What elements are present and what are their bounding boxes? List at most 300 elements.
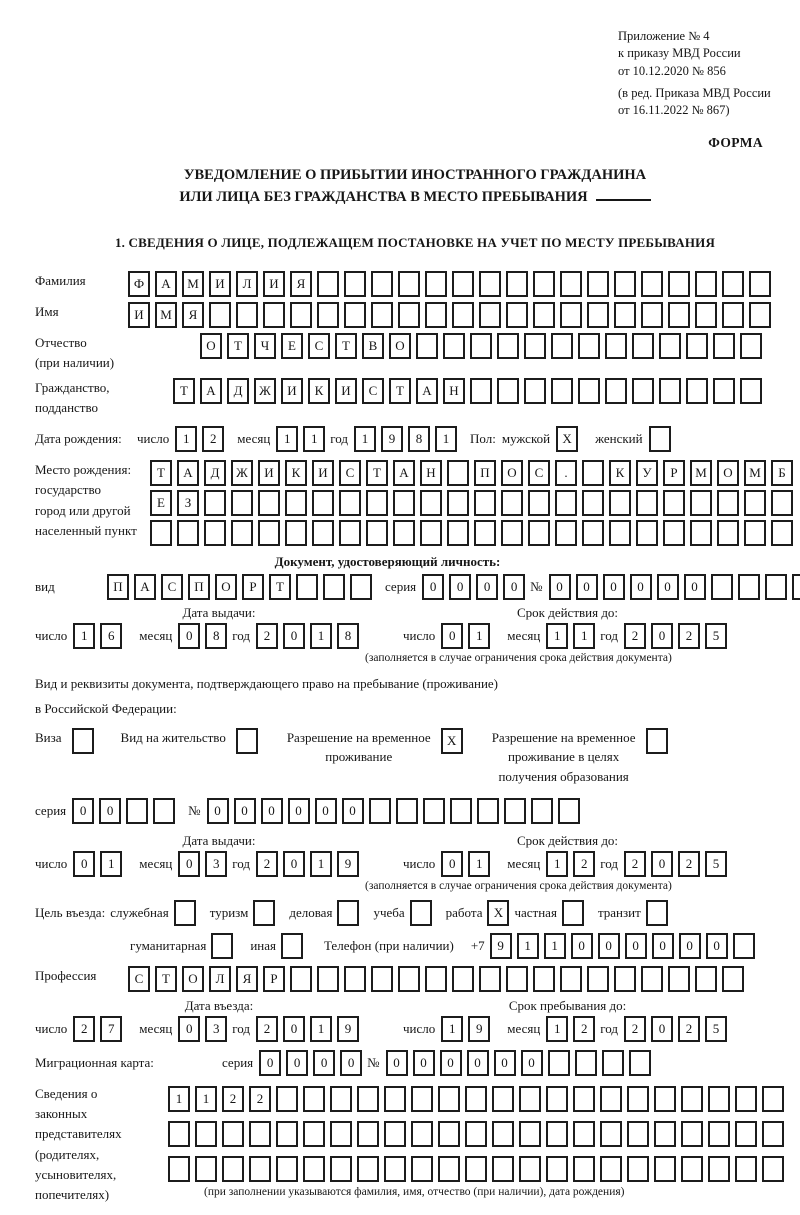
char-box[interactable] xyxy=(398,302,420,328)
representatives-line3[interactable] xyxy=(168,1156,789,1182)
char-box[interactable] xyxy=(276,1121,298,1147)
char-box[interactable]: 0 xyxy=(178,623,200,649)
purpose-work-checkbox[interactable] xyxy=(487,900,514,926)
char-box[interactable] xyxy=(528,490,550,516)
char-box[interactable] xyxy=(465,1121,487,1147)
char-box[interactable] xyxy=(398,966,420,992)
char-box[interactable] xyxy=(555,490,577,516)
char-box[interactable] xyxy=(369,798,391,824)
char-box[interactable]: 7 xyxy=(100,1016,122,1042)
checkbox[interactable] xyxy=(646,728,668,754)
char-box[interactable] xyxy=(600,1156,622,1182)
char-box[interactable]: О xyxy=(389,333,411,359)
char-box[interactable]: Р xyxy=(242,574,264,600)
char-box[interactable] xyxy=(740,378,762,404)
char-box[interactable] xyxy=(717,490,739,516)
char-box[interactable]: Д xyxy=(204,460,226,486)
sex-male-checkbox[interactable] xyxy=(556,426,583,452)
char-box[interactable]: Т xyxy=(389,378,411,404)
char-box[interactable] xyxy=(497,333,519,359)
char-box[interactable]: М xyxy=(182,271,204,297)
char-box[interactable]: 0 xyxy=(288,798,310,824)
char-box[interactable] xyxy=(263,302,285,328)
char-box[interactable] xyxy=(735,1156,757,1182)
char-box[interactable] xyxy=(425,302,447,328)
char-box[interactable] xyxy=(708,1156,730,1182)
char-box[interactable]: 0 xyxy=(521,1050,543,1076)
char-box[interactable] xyxy=(501,490,523,516)
representatives-line1[interactable] xyxy=(168,1086,789,1112)
char-box[interactable]: 0 xyxy=(571,933,593,959)
char-box[interactable] xyxy=(249,1121,271,1147)
char-box[interactable] xyxy=(695,966,717,992)
char-box[interactable]: 0 xyxy=(706,933,728,959)
char-box[interactable]: 0 xyxy=(441,851,463,877)
char-box[interactable] xyxy=(222,1121,244,1147)
char-box[interactable] xyxy=(771,490,793,516)
char-box[interactable]: Т xyxy=(173,378,195,404)
char-box[interactable]: П xyxy=(107,574,129,600)
checkbox[interactable]: X xyxy=(487,900,509,926)
char-box[interactable]: О xyxy=(200,333,222,359)
char-box[interactable] xyxy=(668,302,690,328)
rvp-valid-day[interactable] xyxy=(441,851,495,877)
char-box[interactable] xyxy=(602,1050,624,1076)
char-box[interactable] xyxy=(371,302,393,328)
char-box[interactable]: 0 xyxy=(234,798,256,824)
char-box[interactable] xyxy=(506,302,528,328)
char-box[interactable]: 6 xyxy=(100,623,122,649)
char-box[interactable] xyxy=(695,302,717,328)
char-box[interactable]: 0 xyxy=(679,933,701,959)
char-box[interactable]: 0 xyxy=(494,1050,516,1076)
rvp-number-boxes[interactable] xyxy=(207,798,585,824)
char-box[interactable] xyxy=(323,574,345,600)
checkbox[interactable] xyxy=(281,933,303,959)
passport-number-boxes[interactable] xyxy=(549,574,800,600)
char-box[interactable] xyxy=(663,520,685,546)
visa-checkbox[interactable] xyxy=(72,728,99,754)
checkbox[interactable]: X xyxy=(556,426,578,452)
char-box[interactable] xyxy=(587,302,609,328)
char-box[interactable] xyxy=(627,1086,649,1112)
char-box[interactable] xyxy=(506,271,528,297)
char-box[interactable]: 0 xyxy=(413,1050,435,1076)
purpose-business-checkbox[interactable] xyxy=(337,900,364,926)
char-box[interactable]: 1 xyxy=(168,1086,190,1112)
char-box[interactable] xyxy=(470,333,492,359)
char-box[interactable] xyxy=(303,1121,325,1147)
passport-valid-year[interactable] xyxy=(624,623,732,649)
char-box[interactable] xyxy=(632,333,654,359)
char-box[interactable]: К xyxy=(285,460,307,486)
char-box[interactable] xyxy=(398,271,420,297)
char-box[interactable] xyxy=(231,520,253,546)
char-box[interactable] xyxy=(551,378,573,404)
char-box[interactable] xyxy=(204,520,226,546)
char-box[interactable] xyxy=(744,490,766,516)
char-box[interactable] xyxy=(627,1156,649,1182)
char-box[interactable]: 0 xyxy=(313,1050,335,1076)
char-box[interactable] xyxy=(548,1050,570,1076)
char-box[interactable]: С xyxy=(362,378,384,404)
char-box[interactable] xyxy=(317,302,339,328)
purpose-official-checkbox[interactable] xyxy=(174,900,201,926)
char-box[interactable]: 0 xyxy=(440,1050,462,1076)
char-box[interactable]: С xyxy=(128,966,150,992)
char-box[interactable]: 5 xyxy=(705,623,727,649)
stay-day[interactable] xyxy=(441,1016,495,1042)
char-box[interactable] xyxy=(614,302,636,328)
char-box[interactable] xyxy=(357,1156,379,1182)
passport-issue-day[interactable] xyxy=(73,623,127,649)
char-box[interactable]: 0 xyxy=(386,1050,408,1076)
char-box[interactable] xyxy=(303,1156,325,1182)
char-box[interactable] xyxy=(762,1121,784,1147)
char-box[interactable] xyxy=(330,1156,352,1182)
char-box[interactable]: 0 xyxy=(441,623,463,649)
char-box[interactable] xyxy=(609,490,631,516)
char-box[interactable]: Н xyxy=(420,460,442,486)
char-box[interactable] xyxy=(474,490,496,516)
char-box[interactable] xyxy=(452,302,474,328)
char-box[interactable] xyxy=(465,1086,487,1112)
char-box[interactable]: 0 xyxy=(549,574,571,600)
char-box[interactable] xyxy=(636,520,658,546)
char-box[interactable] xyxy=(573,1156,595,1182)
char-box[interactable] xyxy=(501,520,523,546)
char-box[interactable] xyxy=(587,966,609,992)
char-box[interactable] xyxy=(470,378,492,404)
char-box[interactable] xyxy=(605,378,627,404)
char-box[interactable] xyxy=(450,798,472,824)
char-box[interactable] xyxy=(479,966,501,992)
char-box[interactable]: Т xyxy=(150,460,172,486)
char-box[interactable] xyxy=(713,378,735,404)
char-box[interactable] xyxy=(762,1156,784,1182)
char-box[interactable] xyxy=(344,271,366,297)
char-box[interactable] xyxy=(425,271,447,297)
char-box[interactable] xyxy=(209,302,231,328)
char-box[interactable] xyxy=(416,333,438,359)
char-box[interactable]: 0 xyxy=(261,798,283,824)
passport-issue-month[interactable] xyxy=(178,623,232,649)
char-box[interactable]: 1 xyxy=(441,1016,463,1042)
char-box[interactable]: 3 xyxy=(205,1016,227,1042)
char-box[interactable] xyxy=(551,333,573,359)
entry-year[interactable] xyxy=(256,1016,364,1042)
char-box[interactable]: 1 xyxy=(435,426,457,452)
temp-residence-checkbox[interactable] xyxy=(441,728,468,754)
birth-day-boxes[interactable] xyxy=(175,426,229,452)
char-box[interactable]: 0 xyxy=(340,1050,362,1076)
char-box[interactable]: С xyxy=(528,460,550,486)
char-box[interactable] xyxy=(290,302,312,328)
char-box[interactable]: А xyxy=(416,378,438,404)
char-box[interactable] xyxy=(350,574,372,600)
char-box[interactable] xyxy=(296,574,318,600)
char-box[interactable]: 1 xyxy=(546,851,568,877)
char-box[interactable]: 0 xyxy=(342,798,364,824)
char-box[interactable] xyxy=(582,520,604,546)
checkbox[interactable] xyxy=(236,728,258,754)
char-box[interactable]: 0 xyxy=(73,851,95,877)
char-box[interactable]: 0 xyxy=(467,1050,489,1076)
char-box[interactable]: 2 xyxy=(678,851,700,877)
char-box[interactable]: 0 xyxy=(657,574,679,600)
char-box[interactable]: Д xyxy=(227,378,249,404)
char-box[interactable]: Т xyxy=(335,333,357,359)
char-box[interactable] xyxy=(546,1086,568,1112)
char-box[interactable]: А xyxy=(155,271,177,297)
char-box[interactable]: 2 xyxy=(678,1016,700,1042)
char-box[interactable] xyxy=(762,1086,784,1112)
char-box[interactable] xyxy=(519,1156,541,1182)
rvp-issue-day[interactable] xyxy=(73,851,127,877)
char-box[interactable] xyxy=(366,520,388,546)
char-box[interactable] xyxy=(686,378,708,404)
char-box[interactable] xyxy=(738,574,760,600)
birth-place-line3[interactable] xyxy=(150,520,798,546)
char-box[interactable] xyxy=(276,1086,298,1112)
char-box[interactable] xyxy=(519,1121,541,1147)
char-box[interactable] xyxy=(531,798,553,824)
char-box[interactable] xyxy=(533,271,555,297)
char-box[interactable] xyxy=(492,1121,514,1147)
char-box[interactable]: Н xyxy=(443,378,465,404)
char-box[interactable] xyxy=(420,520,442,546)
char-box[interactable]: 5 xyxy=(705,851,727,877)
rvp-issue-year[interactable] xyxy=(256,851,364,877)
char-box[interactable] xyxy=(492,1086,514,1112)
char-box[interactable] xyxy=(681,1156,703,1182)
char-box[interactable]: 9 xyxy=(337,1016,359,1042)
char-box[interactable] xyxy=(492,1156,514,1182)
char-box[interactable]: М xyxy=(744,460,766,486)
char-box[interactable]: 1 xyxy=(546,623,568,649)
char-box[interactable] xyxy=(317,966,339,992)
char-box[interactable] xyxy=(632,378,654,404)
char-box[interactable] xyxy=(357,1086,379,1112)
char-box[interactable] xyxy=(195,1121,217,1147)
char-box[interactable] xyxy=(524,333,546,359)
char-box[interactable] xyxy=(126,798,148,824)
char-box[interactable] xyxy=(627,1121,649,1147)
char-box[interactable]: 0 xyxy=(684,574,706,600)
char-box[interactable] xyxy=(384,1086,406,1112)
char-box[interactable]: 2 xyxy=(624,1016,646,1042)
char-box[interactable] xyxy=(722,966,744,992)
char-box[interactable] xyxy=(371,271,393,297)
char-box[interactable]: С xyxy=(308,333,330,359)
char-box[interactable]: О xyxy=(215,574,237,600)
residence-permit-checkbox[interactable] xyxy=(236,728,263,754)
char-box[interactable]: 0 xyxy=(315,798,337,824)
birth-year-boxes[interactable] xyxy=(354,426,462,452)
char-box[interactable] xyxy=(629,1050,651,1076)
char-box[interactable] xyxy=(711,574,733,600)
char-box[interactable]: 0 xyxy=(651,1016,673,1042)
char-box[interactable]: Е xyxy=(281,333,303,359)
char-box[interactable] xyxy=(587,271,609,297)
char-box[interactable] xyxy=(708,1121,730,1147)
char-box[interactable] xyxy=(560,271,582,297)
char-box[interactable]: А xyxy=(393,460,415,486)
char-box[interactable] xyxy=(600,1121,622,1147)
char-box[interactable] xyxy=(560,302,582,328)
char-box[interactable] xyxy=(330,1086,352,1112)
char-box[interactable]: Т xyxy=(366,460,388,486)
char-box[interactable] xyxy=(560,966,582,992)
char-box[interactable]: К xyxy=(308,378,330,404)
char-box[interactable] xyxy=(614,966,636,992)
char-box[interactable]: 1 xyxy=(354,426,376,452)
char-box[interactable]: 5 xyxy=(705,1016,727,1042)
char-box[interactable]: 0 xyxy=(652,933,674,959)
char-box[interactable] xyxy=(578,378,600,404)
passport-issue-year[interactable] xyxy=(256,623,364,649)
char-box[interactable] xyxy=(641,302,663,328)
char-box[interactable] xyxy=(371,966,393,992)
char-box[interactable] xyxy=(735,1121,757,1147)
char-box[interactable]: 1 xyxy=(195,1086,217,1112)
char-box[interactable]: 8 xyxy=(205,623,227,649)
char-box[interactable]: 1 xyxy=(517,933,539,959)
char-box[interactable] xyxy=(330,1121,352,1147)
char-box[interactable]: 1 xyxy=(100,851,122,877)
migration-number-boxes[interactable] xyxy=(386,1050,656,1076)
char-box[interactable]: 0 xyxy=(259,1050,281,1076)
char-box[interactable] xyxy=(312,520,334,546)
char-box[interactable]: 2 xyxy=(249,1086,271,1112)
char-box[interactable] xyxy=(204,490,226,516)
char-box[interactable] xyxy=(668,966,690,992)
char-box[interactable]: А xyxy=(177,460,199,486)
char-box[interactable] xyxy=(438,1121,460,1147)
char-box[interactable] xyxy=(384,1121,406,1147)
char-box[interactable]: 0 xyxy=(286,1050,308,1076)
surname-boxes[interactable] xyxy=(128,271,776,297)
sex-female-checkbox[interactable] xyxy=(649,426,676,452)
char-box[interactable] xyxy=(690,490,712,516)
char-box[interactable] xyxy=(504,798,526,824)
char-box[interactable]: 2 xyxy=(573,851,595,877)
char-box[interactable]: Ч xyxy=(254,333,276,359)
char-box[interactable] xyxy=(497,378,519,404)
char-box[interactable]: 2 xyxy=(256,851,278,877)
birth-place-line1[interactable] xyxy=(150,460,798,486)
char-box[interactable] xyxy=(249,1156,271,1182)
char-box[interactable] xyxy=(686,333,708,359)
given-name-boxes[interactable] xyxy=(128,302,776,328)
char-box[interactable] xyxy=(384,1156,406,1182)
char-box[interactable] xyxy=(443,333,465,359)
checkbox[interactable] xyxy=(174,900,196,926)
char-box[interactable] xyxy=(533,966,555,992)
char-box[interactable] xyxy=(735,1086,757,1112)
char-box[interactable] xyxy=(771,520,793,546)
char-box[interactable] xyxy=(641,966,663,992)
char-box[interactable] xyxy=(452,271,474,297)
char-box[interactable]: 1 xyxy=(175,426,197,452)
char-box[interactable] xyxy=(393,490,415,516)
char-box[interactable]: 1 xyxy=(310,1016,332,1042)
char-box[interactable]: Я xyxy=(290,271,312,297)
char-box[interactable] xyxy=(290,966,312,992)
char-box[interactable]: А xyxy=(134,574,156,600)
char-box[interactable]: З xyxy=(177,490,199,516)
char-box[interactable]: И xyxy=(312,460,334,486)
char-box[interactable] xyxy=(447,460,469,486)
char-box[interactable] xyxy=(231,490,253,516)
char-box[interactable]: П xyxy=(188,574,210,600)
char-box[interactable] xyxy=(344,302,366,328)
stay-month[interactable] xyxy=(546,1016,600,1042)
char-box[interactable]: Л xyxy=(209,966,231,992)
patronymic-boxes[interactable] xyxy=(200,333,767,359)
char-box[interactable]: И xyxy=(128,302,150,328)
char-box[interactable] xyxy=(411,1121,433,1147)
char-box[interactable]: Т xyxy=(155,966,177,992)
char-box[interactable] xyxy=(600,1086,622,1112)
char-box[interactable]: 1 xyxy=(303,426,325,452)
char-box[interactable] xyxy=(153,798,175,824)
char-box[interactable] xyxy=(713,333,735,359)
char-box[interactable]: 0 xyxy=(476,574,498,600)
char-box[interactable] xyxy=(792,574,800,600)
char-box[interactable] xyxy=(285,490,307,516)
char-box[interactable] xyxy=(546,1121,568,1147)
char-box[interactable]: 0 xyxy=(503,574,525,600)
char-box[interactable] xyxy=(641,271,663,297)
char-box[interactable]: Я xyxy=(236,966,258,992)
char-box[interactable]: 9 xyxy=(381,426,403,452)
rvp-valid-month[interactable] xyxy=(546,851,600,877)
char-box[interactable] xyxy=(578,333,600,359)
char-box[interactable] xyxy=(393,520,415,546)
char-box[interactable]: 1 xyxy=(468,623,490,649)
char-box[interactable]: 0 xyxy=(207,798,229,824)
char-box[interactable] xyxy=(411,1156,433,1182)
char-box[interactable] xyxy=(474,520,496,546)
char-box[interactable] xyxy=(708,1086,730,1112)
char-box[interactable]: . xyxy=(555,460,577,486)
char-box[interactable] xyxy=(528,520,550,546)
checkbox[interactable] xyxy=(72,728,94,754)
char-box[interactable]: 0 xyxy=(576,574,598,600)
char-box[interactable] xyxy=(195,1156,217,1182)
char-box[interactable]: 1 xyxy=(544,933,566,959)
char-box[interactable]: 0 xyxy=(283,851,305,877)
char-box[interactable]: Т xyxy=(227,333,249,359)
char-box[interactable] xyxy=(519,1086,541,1112)
rvp-series-boxes[interactable] xyxy=(72,798,180,824)
char-box[interactable]: 1 xyxy=(468,851,490,877)
char-box[interactable] xyxy=(546,1156,568,1182)
char-box[interactable]: 1 xyxy=(310,851,332,877)
char-box[interactable] xyxy=(150,520,172,546)
char-box[interactable] xyxy=(411,1086,433,1112)
char-box[interactable]: Б xyxy=(771,460,793,486)
stay-year[interactable] xyxy=(624,1016,732,1042)
char-box[interactable]: 0 xyxy=(178,1016,200,1042)
char-box[interactable] xyxy=(396,798,418,824)
checkbox[interactable]: X xyxy=(441,728,463,754)
char-box[interactable]: 0 xyxy=(598,933,620,959)
char-box[interactable]: Я xyxy=(182,302,204,328)
char-box[interactable] xyxy=(575,1050,597,1076)
purpose-humanitarian-checkbox[interactable] xyxy=(211,933,238,959)
